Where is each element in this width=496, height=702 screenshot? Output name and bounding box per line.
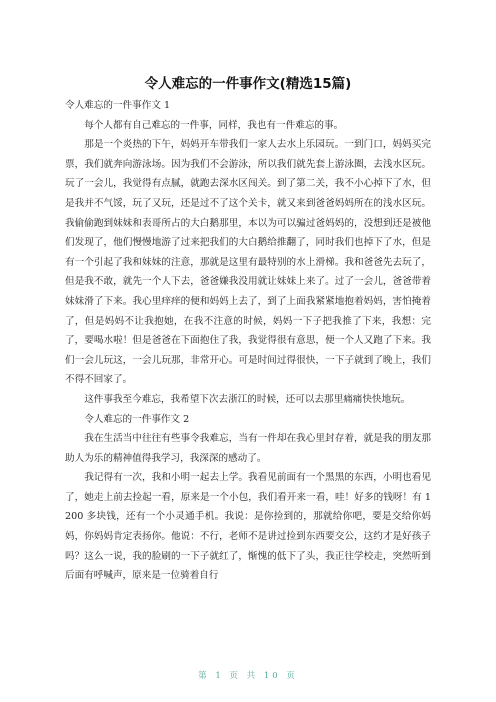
paragraph: 我在生活当中往往有些事令我难忘，当有一件却在我心里封存着，就是我的朋友那助人为乐的精神值得我学习，我深深的感动了。 (65, 433, 431, 464)
paragraph: 这件事我至今难忘，我希望下次去浙江的时候，还可以去那里痛痛快快地玩。 (84, 393, 411, 405)
document-title: 令人难忘的一件事作文(精选15篇) (144, 76, 352, 92)
paragraph: 那是一个炎热的下午，妈妈开车带我们一家人去水上乐园玩。一到门口，妈妈买完票，我们就奔向游泳场。因为我们不会游泳，所以我们就先套上游泳圈，去浅水区玩。玩了一会儿，我觉得有点腻，就跑去深水区闯关。到了第二关，我不小心掉下了水，但是我并不气馁，玩了又玩，还是过不了这个关卡，就又来到爸爸妈妈所在的浅水区玩。我偷偷跑到妹妹和表哥所占的大白鹅那里，本以为可以骗过爸妈妈的，没想到还是被他们发现了，他们慢慢地游了过来把我们的大白鹅给推翻了，同时我们也掉下了水，但是有一个引起了我和妹妹的注意，那就是这里有最特别的水上滑梯。我和爸爸先去玩了，但是我不敢，就先一个人下去，爸爸嫌我没用就让妹妹上来了。过了一会儿，爸爸带着妹妹滑了下来。我心里痒痒的便和妈妈上去了，到了上面我紧紧地抱着妈妈，害怕掩着了，但是妈妈不让我抱她，在我不注意的时候，妈妈一下子把我推了下来，我想：完了，要喝水啦！但是爸爸在下面抱住了我，我觉得很有意思，便一个人又跑了下来。我们一会儿玩这，一会儿玩那，非常开心。可是时间过得很快，一下子就到了晚上，我们不得不回家了。 (65, 139, 431, 386)
paragraph: 每个人都有自己难忘的一件事，同样，我也有一件难忘的事。 (84, 119, 344, 131)
section-heading: 令人难忘的一件事作文 1 (65, 100, 171, 111)
page-footer: 第 1 页 共 10 页 (198, 671, 298, 681)
paragraph: 我记得有一次，我和小明一起去上学。我看见前面有一个黑黑的东西，小明也看见了，她走上前去捡起一看，原来是一个小包，我们看开来一看，哇！好多的钱呀！有 1200 多块钱，还有一个小灵通手机。我说：是你捡到的，那就给你吧，要是交给你妈妈，你妈妈肯定表扬你。他说：不行，老师不是讲过捡到东西要交公，这约才是好孩子吗？这么一说，我的脸刷的一下子就红了，惭愧的低下了头，我正往学校走，突然听到后面有呼喊声，原来是一位骑着自行 (65, 472, 431, 582)
document-body (65, 96, 431, 586)
section-heading: 令人难忘的一件事作文 2 (84, 413, 190, 425)
